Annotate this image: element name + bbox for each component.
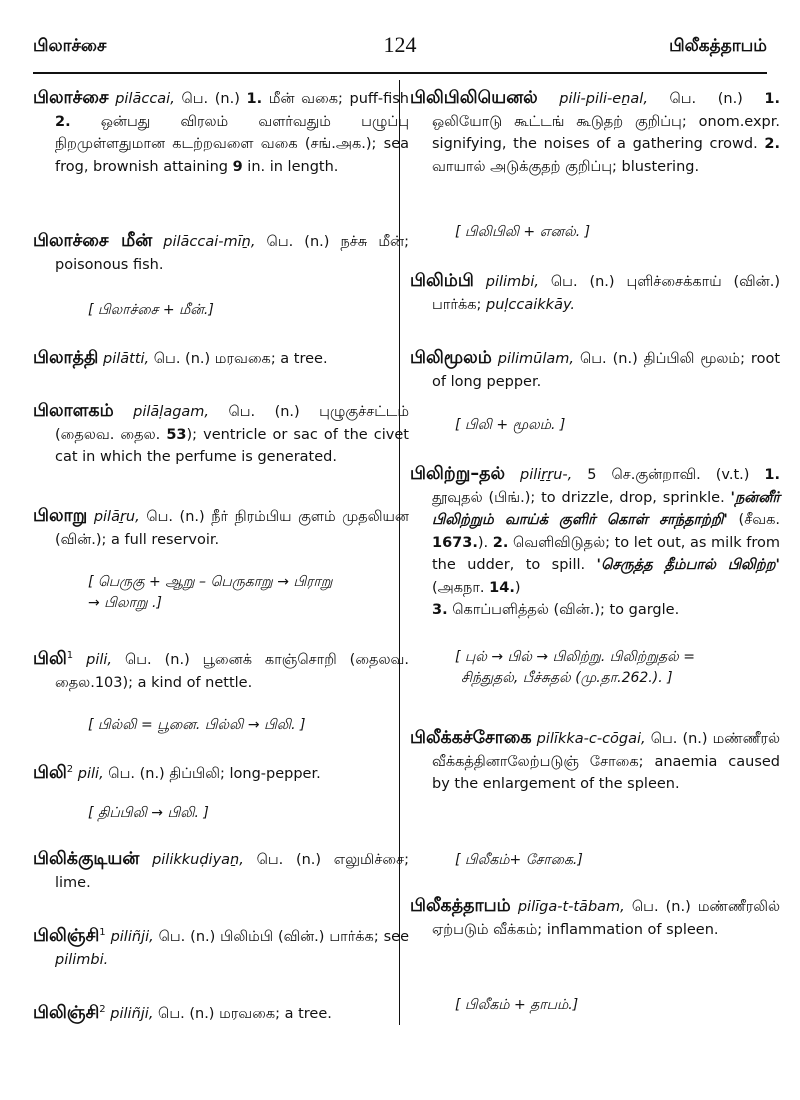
headword: பிலிமூலம் [410, 348, 492, 368]
etymology: [ பிலீகம்+ சோகை.] [455, 852, 583, 868]
definition: புழுகுச்சட்டம் (தைலவ. தைல. [55, 404, 410, 443]
transliteration: pilīga-t-tābam, [517, 899, 625, 915]
headword: பிலிம்பி [410, 271, 474, 291]
definition: in. in length. [242, 158, 339, 175]
transliteration: pilāṟu, [93, 509, 140, 525]
headword: பிலாளகம் [33, 401, 114, 421]
headword: பிலி [33, 649, 67, 669]
cross-reference: puḷccaikkāy. [486, 296, 576, 313]
transliteration: pilāḷagam, [133, 404, 210, 420]
header-rule [33, 72, 767, 74]
number: 9 [232, 158, 243, 175]
conjugation-class: 5 [587, 467, 597, 483]
dictionary-entry [33, 648, 409, 694]
part-of-speech: பெ. (n.) [631, 899, 691, 915]
part-of-speech: பெ. (n.) [158, 929, 216, 945]
transliteration: piliñji, [110, 929, 154, 945]
citation: ) [514, 579, 521, 596]
dictionary-entry [410, 347, 780, 393]
part-of-speech: செ.குன்றாவி. (v.t.) [596, 467, 750, 483]
definition: மரவகை; a tree. [214, 1006, 332, 1022]
citation: (அகநா. [432, 579, 490, 596]
sense-number: 1. [246, 91, 263, 107]
etymology-line: → பிலாறு .] [88, 595, 162, 611]
headword: பிலீகத்தாபம் [410, 896, 511, 916]
definition: மண்ணீரல் வீக்கத்தினாலேற்படுஞ் சோகை; anaemia caused by the enlargement of the spleen. [432, 731, 781, 792]
part-of-speech: பெ. (n.) [228, 404, 300, 420]
homonym-number: 1 [66, 650, 74, 662]
headword: பிலாச்சை மீன் [33, 231, 153, 251]
part-of-speech: பெ. (n.) [266, 234, 330, 250]
dictionary-entry [410, 270, 780, 316]
definition: ஒலியோடு கூட்டங் கூடுதற் குறிப்பு; onom.expr. signifying, the noises of a gathering crowd. [432, 113, 780, 152]
definition: எலுமிச்சை; lime. [55, 852, 409, 891]
etymology [88, 572, 388, 614]
headword: பிலிபிலியெனல் [410, 88, 538, 108]
part-of-speech: பெ. (n.) [579, 351, 638, 367]
reference: 103 [94, 674, 123, 691]
transliteration: pilāccai, [115, 91, 175, 107]
transliteration: pilikkuḍiyaṉ, [152, 852, 244, 868]
headword: பிலீக்கச்சோகை [410, 728, 532, 748]
homonym-number: 1 [99, 927, 106, 939]
sense-number: 2. [55, 113, 71, 130]
dictionary-entry [33, 848, 409, 894]
transliteration: pilātti, [102, 351, 150, 367]
dictionary-entry [33, 400, 409, 469]
transliteration: pili, [77, 766, 104, 782]
page-header [33, 32, 767, 66]
headword: பிலாறு [33, 506, 88, 526]
right-guide-word: பிலீகத்தாபம் [669, 36, 767, 56]
etymology: [ திப்பிலி → பிலி. ] [88, 805, 209, 821]
left-guide-word: பிலாச்சை [33, 36, 107, 56]
transliteration: piliñji, [110, 1006, 154, 1022]
headword: பிலிற்று–தல் [410, 464, 506, 484]
dictionary-entry [410, 87, 780, 178]
homonym-number: 2 [99, 1004, 106, 1016]
definition: வாயால் அடுக்குதற் குறிப்பு; blustering. [432, 158, 700, 175]
etymology: [ பிலிபிலி + எனல். ] [455, 224, 591, 240]
headword: பிலி [33, 763, 67, 783]
definition: மரவகை; a tree. [210, 351, 328, 367]
transliteration: pilimūlam, [497, 351, 575, 367]
headword: பிலிக்குடியன் [33, 849, 140, 869]
dictionary-entry [33, 505, 409, 551]
definition: ); ventricle or sac of the civet cat in which the perfume is generated. [55, 426, 409, 465]
etymology: [ பிலி + மூலம். ] [455, 417, 566, 433]
part-of-speech: பெ. (n.) [146, 509, 205, 525]
part-of-speech: பெ. (n.) [153, 351, 211, 367]
sense-number: 1. [764, 91, 780, 107]
transliteration: pili-pili-eṉal, [559, 91, 648, 107]
definition: நீர் நிரம்பிய குளம் முதலியன (வின்.); a full reservoir. [55, 509, 409, 548]
part-of-speech: பெ. (n.) [124, 652, 190, 668]
etymology-line: [ புல் → பில் → பிலிற்று. பிலிற்றுதல் = [455, 649, 695, 665]
sense-number: 2. [764, 136, 780, 152]
homonym-number: 2 [66, 764, 74, 776]
etymology: [ பில்லி = பூனை. பில்லி → பிலி. ] [88, 717, 306, 733]
definition: நச்சு மீன்; poisonous fish. [55, 234, 409, 273]
part-of-speech: பெ. (n.) [256, 852, 322, 868]
dictionary-entry [410, 463, 780, 622]
citation-number: 14. [489, 579, 515, 596]
headword: பிலாச்சை [33, 88, 109, 108]
definition: ); a kind of nettle. [122, 674, 253, 691]
reference: 53 [166, 426, 187, 443]
dictionary-entry [33, 230, 409, 276]
definition: வெளிவிடுதல்; to let out, as milk from the udder, to spill. [432, 534, 780, 573]
part-of-speech: பெ. (n.) [550, 274, 615, 290]
dictionary-entry [33, 925, 409, 971]
headword: பிலாத்தி [33, 348, 99, 368]
etymology [455, 647, 755, 689]
definition: ஒன்பது விரலம் வளர்வதும் பழுப்பு நிறமுள்ளதுமான கடற்றவளை வகை (சங்.அக.); sea frog, brownish attaining [55, 113, 409, 175]
part-of-speech: பெ. (n.) [108, 766, 165, 782]
citation: ). [477, 534, 493, 551]
definition: மீன் வகை; puff-fish [262, 91, 409, 107]
dictionary-entry [33, 762, 409, 786]
part-of-speech: பெ. (n.) [158, 1006, 215, 1022]
definition: கொப்பளித்தல் (வின்.); to gargle. [447, 602, 680, 618]
etymology-line: [ பெருகு + ஆறு – பெருகாறு → பிராறு [88, 574, 333, 590]
headword: பிலிஞ்சி [33, 1003, 100, 1023]
definition: பூனைக் காஞ்சொறி (தைலவ. தைல. [55, 652, 410, 691]
definition: தூவுதல் (பிங்.); to drizzle, drop, sprinkle. [432, 489, 731, 506]
transliteration: piliṟṟu-, [520, 467, 573, 483]
sense-number: 3. [432, 602, 448, 618]
sense-number: 2. [492, 534, 509, 551]
etymology-line: சிந்துதல், பீச்சுதல் (மு.தா.262.). ] [461, 670, 673, 686]
part-of-speech: பெ. (n.) [650, 731, 708, 747]
citation: (சீவக. [727, 512, 780, 528]
quotation: 'செருத்த தீம்பால் பிலிற்ற' [596, 557, 780, 573]
part-of-speech: பெ. (n.) [181, 91, 240, 107]
headword: பிலிஞ்சி [33, 926, 100, 946]
dictionary-entry [33, 87, 409, 178]
transliteration: pilīkka-c-cōgai, [536, 731, 646, 747]
definition: புளிச்சைக்காய் (வின்.) பார்க்க; [432, 274, 780, 313]
dictionary-entry [33, 1002, 409, 1026]
definition: திப்பிலி; long-pepper. [164, 766, 321, 782]
etymology: [ பிலாச்சை + மீன்.] [88, 302, 214, 318]
transliteration: pili, [86, 652, 113, 668]
citation-number: 1673. [432, 534, 478, 551]
sense-number: 1. [764, 467, 781, 483]
dictionary-entry [33, 347, 409, 371]
quotation: 'நன்னீர் பிலிற்றும் வாய்க் குளிர் கொள் சாந்தாற்றி' [432, 489, 780, 528]
etymology: [ பிலீகம் + தாபம்.] [455, 997, 579, 1013]
definition: திப்பிலி மூலம்; root of long pepper. [432, 351, 781, 390]
dictionary-entry [410, 727, 780, 796]
definition: பிலிம்பி (வின்.) பார்க்க; see [215, 929, 409, 945]
page-number: 124 [383, 32, 417, 57]
dictionary-entry [410, 895, 780, 941]
part-of-speech: பெ. (n.) [669, 91, 743, 107]
transliteration: pilimbi, [485, 274, 539, 290]
definition: மண்ணீரலில் ஏற்படும் வீக்கம்; inflammation of spleen. [432, 899, 781, 938]
cross-reference: pilimbi. [55, 951, 109, 968]
transliteration: pilāccai-mīṉ, [163, 234, 256, 250]
